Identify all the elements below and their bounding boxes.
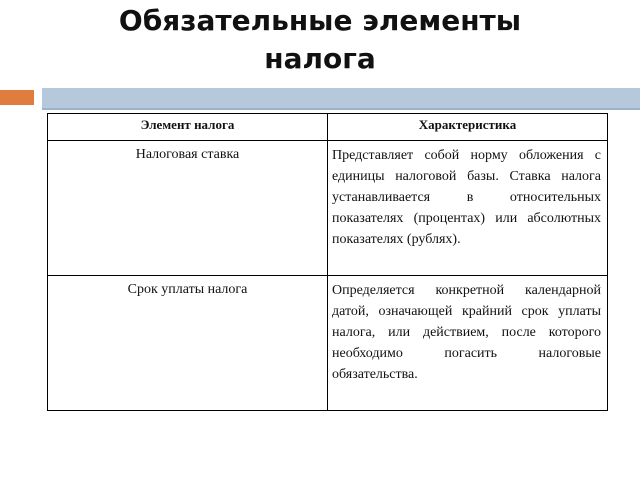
accent-bar	[0, 88, 640, 108]
slide-title	[0, 2, 640, 78]
table-row	[48, 276, 607, 410]
title-line-2: налога	[264, 42, 376, 75]
header-element: Элемент налога	[140, 117, 235, 132]
row-element-name: Срок уплаты налога	[127, 282, 248, 297]
accent-blue-strip	[42, 88, 640, 108]
table-row	[48, 141, 607, 275]
title-line-1: Обязательные элементы	[118, 4, 522, 37]
accent-blue-underline	[42, 108, 640, 110]
header-characteristic: Характеристика	[418, 117, 517, 132]
row-element-name: Налоговая ставка	[135, 147, 240, 162]
table-header-row	[48, 114, 607, 140]
accent-orange-block	[0, 90, 34, 105]
tax-elements-table	[47, 113, 608, 411]
row-characteristic: Представляет собой норму обложения с единицы налоговой базы. Ставка налога устанавливается в относительных показателях (процентах) или абсолютных показателях (рублях).	[332, 148, 601, 247]
row-characteristic: Определяется конкретной календарной датой, означающей крайний срок уплаты налога, или действием, после которого необходимо погасить налоговые обязательства.	[332, 283, 601, 382]
